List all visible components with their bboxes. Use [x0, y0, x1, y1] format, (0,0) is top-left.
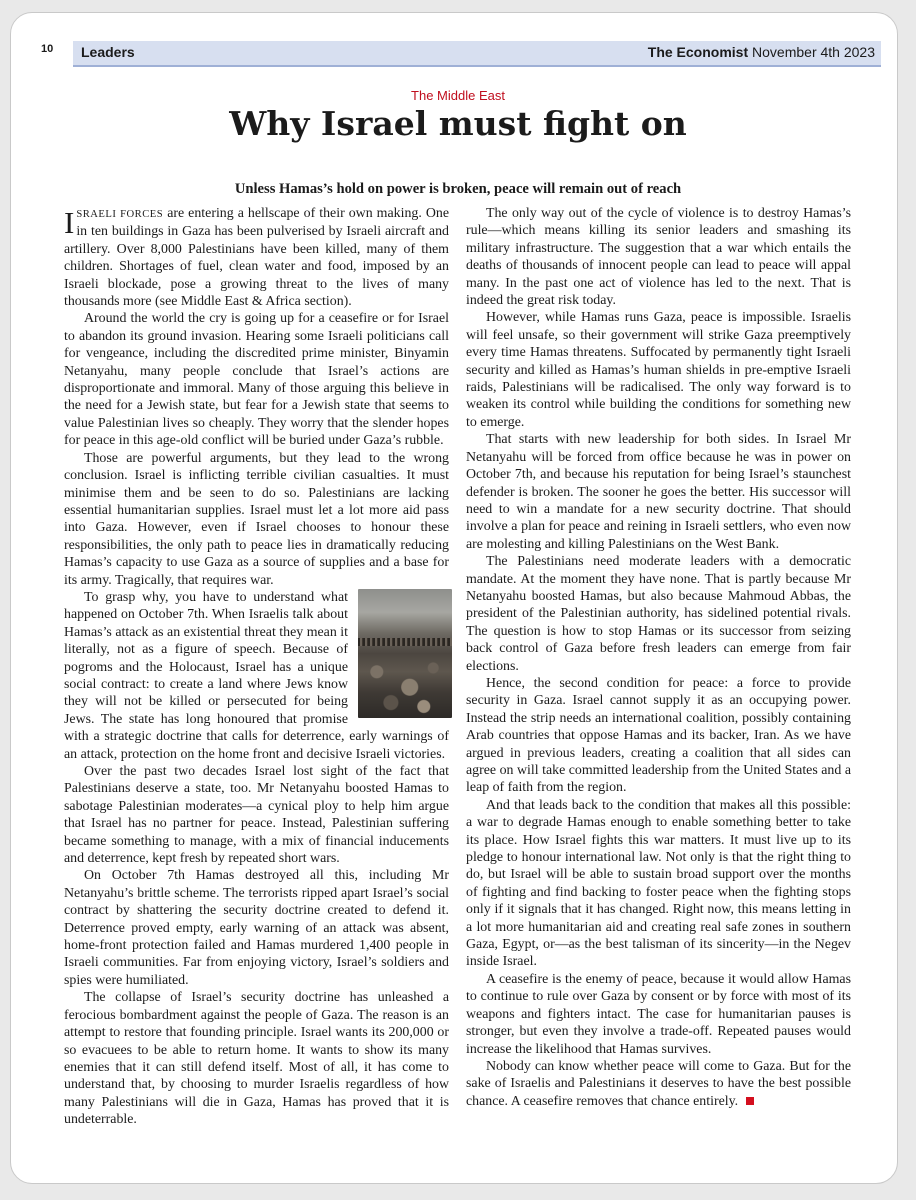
right-column	[466, 205, 851, 1110]
photo-rubble	[358, 641, 452, 718]
section-band	[73, 41, 881, 67]
paragraph: On October 7th Hamas destroyed all this, including Mr Netanyahu’s brittle scheme. The terrorists ripped apart Israel’s social contract by shattering the security doctrine created to defend it. Deterrence proved empty, early warning of an attack was absent, home-front protection failed and Hamas murdered 1,400 people in Israeli communities. Far from enjoying victory, Israel’s soldiers and spies were humiliated.	[64, 868, 449, 988]
paragraph-with-photo	[64, 589, 449, 763]
paragraph: The only way out of the cycle of violence is to destroy Hamas’s rule—which means killing its senior leaders and smashing its military infrastructure. The suggestion that a war which entails the deaths of thousands of innocent people can lead to peace will appal many. In the past one act of violence has led to the next. That is indeed the great risk today.	[466, 206, 851, 309]
lead-smallcaps: SRAELI FORCES	[76, 209, 164, 220]
drop-cap: I	[64, 205, 75, 240]
paragraph: Hence, the second condition for peace: a force to provide security in Gaza. Israel cannot supply it as an occupying power. Instead the strip needs an international coalition, possibly containing Arab countries that oppose Hamas and its backer, Iran. As we have argued in previous leaders, creating a coalition that all sides can agree on will take committed leadership from the United States and a leap of faith from the region.	[466, 675, 851, 796]
paragraph-text: To grasp why, you have to understand what happened on October 7th. When Israelis talk about Hamas’s attack as an existential threat they mean it literally, not as a figure of speech. Because of pogroms and the Holocaust, Israel has a unique social contract: to create a land where Jews know they will not be killed or persecuted for being Jews. The state has long honoured that promise with a strategic doctrine that calls for deterrence, early warnings of an attack, protection on the home front and decisive Israeli victories.	[64, 589, 449, 762]
section-name: Leaders	[81, 44, 135, 60]
lead-paragraph	[64, 205, 449, 310]
gaza-rubble-photo-left	[358, 589, 452, 718]
paragraph: However, while Hamas runs Gaza, peace is impossible. Israelis will feel unsafe, so their government will strike Gaza preemptively every time Hamas threatens. Suffocated by permanently tight Israeli security and killed as Hamas’s human shields in pre-emptive Israeli raids, Palestinians will be radicalised. The only way forward is to weaken its control while building the conditions for something new to emerge.	[466, 310, 851, 430]
paragraph: And that leads back to the condition that makes all this possible: a war to degrade Hamas enough to enable something better to take its place. How Israel fights this war matters. It must live up to its pledge to honour international law. Not only is that the right thing to do, but Israel will be able to sustain broad support over the months of fighting and find backing to foster peace when the fighting stops only if it signals that it has changed. Right now, this means letting in a lot more humanitarian aid and creating real safe zones in southern Gaza, Egypt, or—as the best talisman of its sincerity—in the Negev inside Israel.	[466, 797, 851, 970]
paragraph: A ceasefire is the enemy of peace, because it would allow Hamas to continue to rule over Gaza by consent or by force with most of its weapons and fighters intact. The case for humanitarian pauses is stronger, but even they involve a trade-off. Repeated pauses would increase the likelihood that Hamas survives.	[466, 971, 851, 1057]
paragraph: Those are powerful arguments, but they lead to the wrong conclusion. Israel is inflicting terrible civilian casualties. It must minimise them and be seen to do so. Palestinians are lacking essential humanitarian supplies. Israel must let a lot more aid pass into Gaza. However, even if Israel chooses to honour these responsibilities, the only path to peace lies in dramatically reducing Hamas’s capacity to use Gaza as a source of supplies and a base for its army. Tragically, that requires war.	[64, 450, 449, 588]
left-column	[64, 205, 449, 1129]
paragraph: Over the past two decades Israel lost sight of the fact that Palestinians deserve a state, too. Mr Netanyahu boosted Hamas to sabotage Palestinian moderates—a cynical ploy to help him argue that Israel has no partner for peace. Instead, Palestinian suffering became something to manage, with a mix of financial inducements and deterrence, kept fresh by repeated short wars.	[64, 764, 449, 867]
paragraph: Around the world the cry is going up for a ceasefire or for Israel to abandon its ground invasion. Hearing some Israeli politicians call for vengeance, including the discredited prime minister, Binyamin Netanyahu, many people conclude that Israel’s actions are disproportionate and immoral. Many of those arguing this believe in the need for a Jewish state, but fear for a Jewish state that seems to value Palestinian lives so cheaply. They worry that the slender hopes for peace in this age-old conflict will be buried under Gaza’s rubble.	[64, 311, 449, 449]
headline: Why Israel must fight on	[229, 104, 687, 143]
page-header	[41, 41, 881, 69]
publication-name: The Economist	[647, 44, 749, 60]
issue-date: November 4th 2023	[752, 44, 875, 60]
end-mark-icon	[746, 1097, 754, 1105]
lead-text: are entering a hellscape of their own making. One in ten buildings in Gaza has been pulverised by Israeli aircraft and artillery. Over 8,000 Palestinians have been killed, many of them children. Shortages of fuel, clean water and food, imposed by an Israeli blockade, pose a growing threat to the lives of many thousands more (see Middle East & Africa section).	[64, 206, 449, 310]
paragraph: The collapse of Israel’s security doctrine has unleashed a ferocious bombardment against the people of Gaza. The reason is an attempt to restore that founding principle. Israel wants its 200,000 or so evacuees to be able to return home. It wants to show its many enemies that it can still defend itself. Most of all, it has come to understand that, by choosing to murder Israelis regardless of how many Palestinians will die in Gaza, Hamas has proved that it is undeterrable.	[64, 990, 449, 1128]
issue-info	[648, 44, 875, 60]
paragraph: The Palestinians need moderate leaders with a democratic mandate. At the moment they have none. That is partly because Mr Netanyahu boosted Hamas, but also because Mahmoud Abbas, the president of the Palestinian authority, has sidelined potential rivals. The question is how to stop Hamas or its successor from seizing back control of Gaza before fresh leaders can emerge from fair elections.	[466, 554, 851, 674]
standfirst: Unless Hamas’s hold on power is broken, peace will remain out of reach	[234, 181, 682, 197]
final-text: Nobody can know whether peace will come to Gaza. But for the sake of Israelis and Palestinians it deserves to have the best possible chance. A ceasefire removes that chance entirely.	[466, 1058, 851, 1109]
paragraph: That starts with new leadership for both sides. In Israel Mr Netanyahu will be forced from office because he was in power on October 7th, and because his reputation for being Israel’s staunchest defender is broken. The sooner he goes the better. His successor will need to win a mandate for a new security doctrine. That should involve a plan for peace and reining in Israeli settlers, who even now are molesting and killing Palestinians on the West Bank.	[466, 432, 851, 552]
final-paragraph	[466, 1058, 851, 1110]
kicker: The Middle East	[411, 88, 505, 103]
page-number: 10	[41, 43, 54, 55]
